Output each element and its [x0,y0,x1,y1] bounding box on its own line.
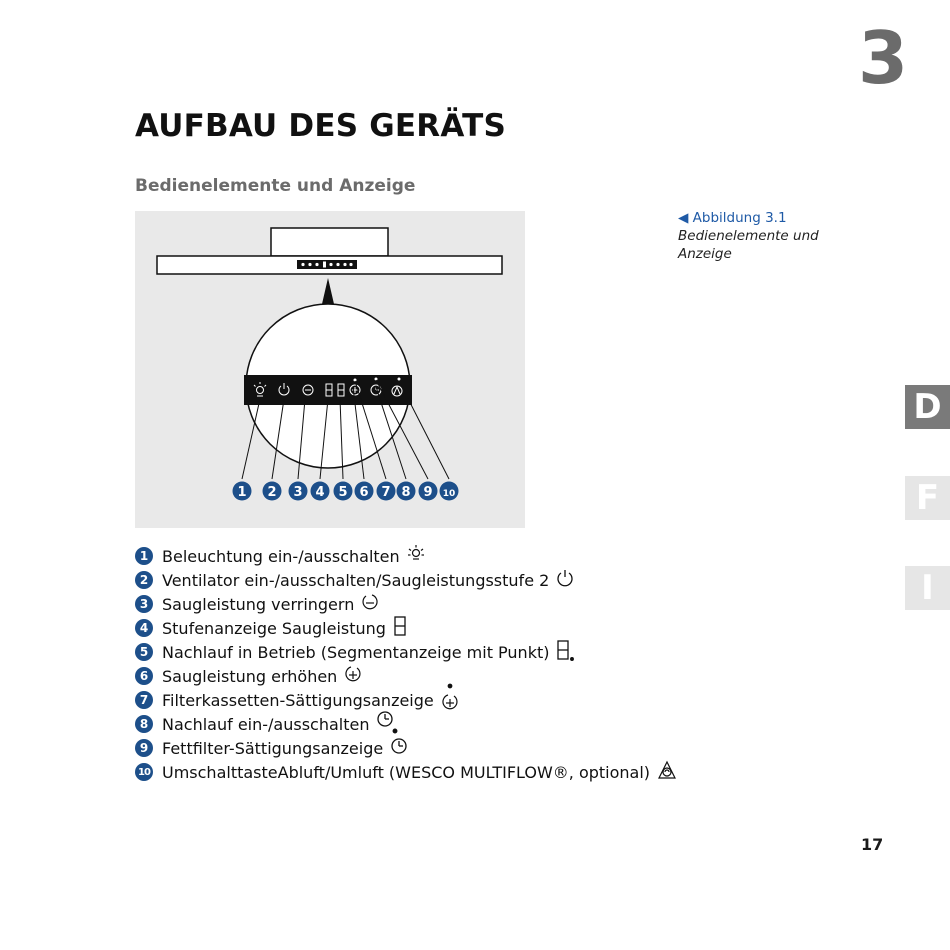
legend-item [135,760,678,784]
caption-line-2: Anzeige [678,246,732,262]
callout-number-8: 8 [401,485,411,500]
segment-display-dot-icon [555,639,577,665]
legend-number-7: 7 [135,691,153,709]
callout-number-10: 10 [442,489,456,499]
panel-strip [297,260,357,269]
callout-number-5: 5 [338,485,348,500]
language-tab-f[interactable]: F [905,476,950,520]
legend-item [135,664,678,688]
legend-number-6: 6 [135,667,153,685]
legend-item [135,640,678,664]
legend-number-10: 10 [135,763,153,781]
chapter-number: 3 [858,16,909,100]
hood-diagram [135,211,525,528]
multiflow-icon [656,759,678,785]
legend-number-5: 5 [135,643,153,661]
callout-number-7: 7 [381,485,391,500]
legend-number-8: 8 [135,715,153,733]
page-number: 17 [861,835,884,854]
legend-number-9: 9 [135,739,153,757]
callout-number-6: 6 [359,485,369,500]
language-tab-i[interactable]: I [905,566,950,610]
legend-item [135,616,678,640]
legend-number-1: 1 [135,547,153,565]
chimney-shape [271,228,388,256]
legend-text: UmschalttasteAbluft/Umluft (WESCO MULTIFLOW®, optional) [162,762,651,782]
clock-icon [389,736,409,760]
control-panel-figure [135,211,525,528]
legend-item [135,712,678,736]
language-tab-d[interactable]: D [905,385,950,429]
legend-number-3: 3 [135,595,153,613]
zoom-pointer [322,278,334,304]
light-icon [406,544,426,568]
legend-number-2: 2 [135,571,153,589]
segment-display-icon [392,615,408,641]
legend-text: Saugleistung erhöhen [162,666,338,686]
legend-number-4: 4 [135,619,153,637]
legend-text: Saugleistung verringern [162,594,355,614]
legend-item [135,592,678,616]
legend-item [135,544,678,568]
figure-reference[interactable]: ◀ Abbildung 3.1 [678,210,787,226]
legend-text: Nachlauf ein-/ausschalten [162,714,370,734]
callout-number-1: 1 [237,485,247,500]
power-icon [555,568,575,592]
callout-number-2: 2 [267,485,277,500]
callout-number-3: 3 [293,485,303,500]
legend-text: Stufenanzeige Saugleistung [162,618,386,638]
legend-text: Filterkassetten-Sättigungsanzeige [162,690,434,710]
legend-item [135,736,678,760]
callout-number-9: 9 [423,485,433,500]
page-title: AUFBAU DES GERÄTS [135,108,506,144]
plus-icon [343,664,363,688]
clock-dot-icon [375,710,401,738]
plus-dot-icon [440,683,460,717]
callout-number-4: 4 [315,485,325,500]
legend-item [135,568,678,592]
legend-text: Fettfilter-Sättigungsanzeige [162,738,384,758]
section-subtitle: Bedienelemente und Anzeige [135,176,416,196]
legend-text: Beleuchtung ein-/ausschalten [162,546,400,566]
legend-text: Ventilator ein-/ausschalten/Saugleistungsstufe 2 [162,570,550,590]
minus-icon [360,592,380,616]
caption-line-1: Bedienelemente und [678,228,819,244]
legend-item [135,688,678,712]
legend-list [135,544,678,784]
legend-text: Nachlauf in Betrieb (Segmentanzeige mit Punkt) [162,642,550,662]
figure-caption [678,209,878,263]
